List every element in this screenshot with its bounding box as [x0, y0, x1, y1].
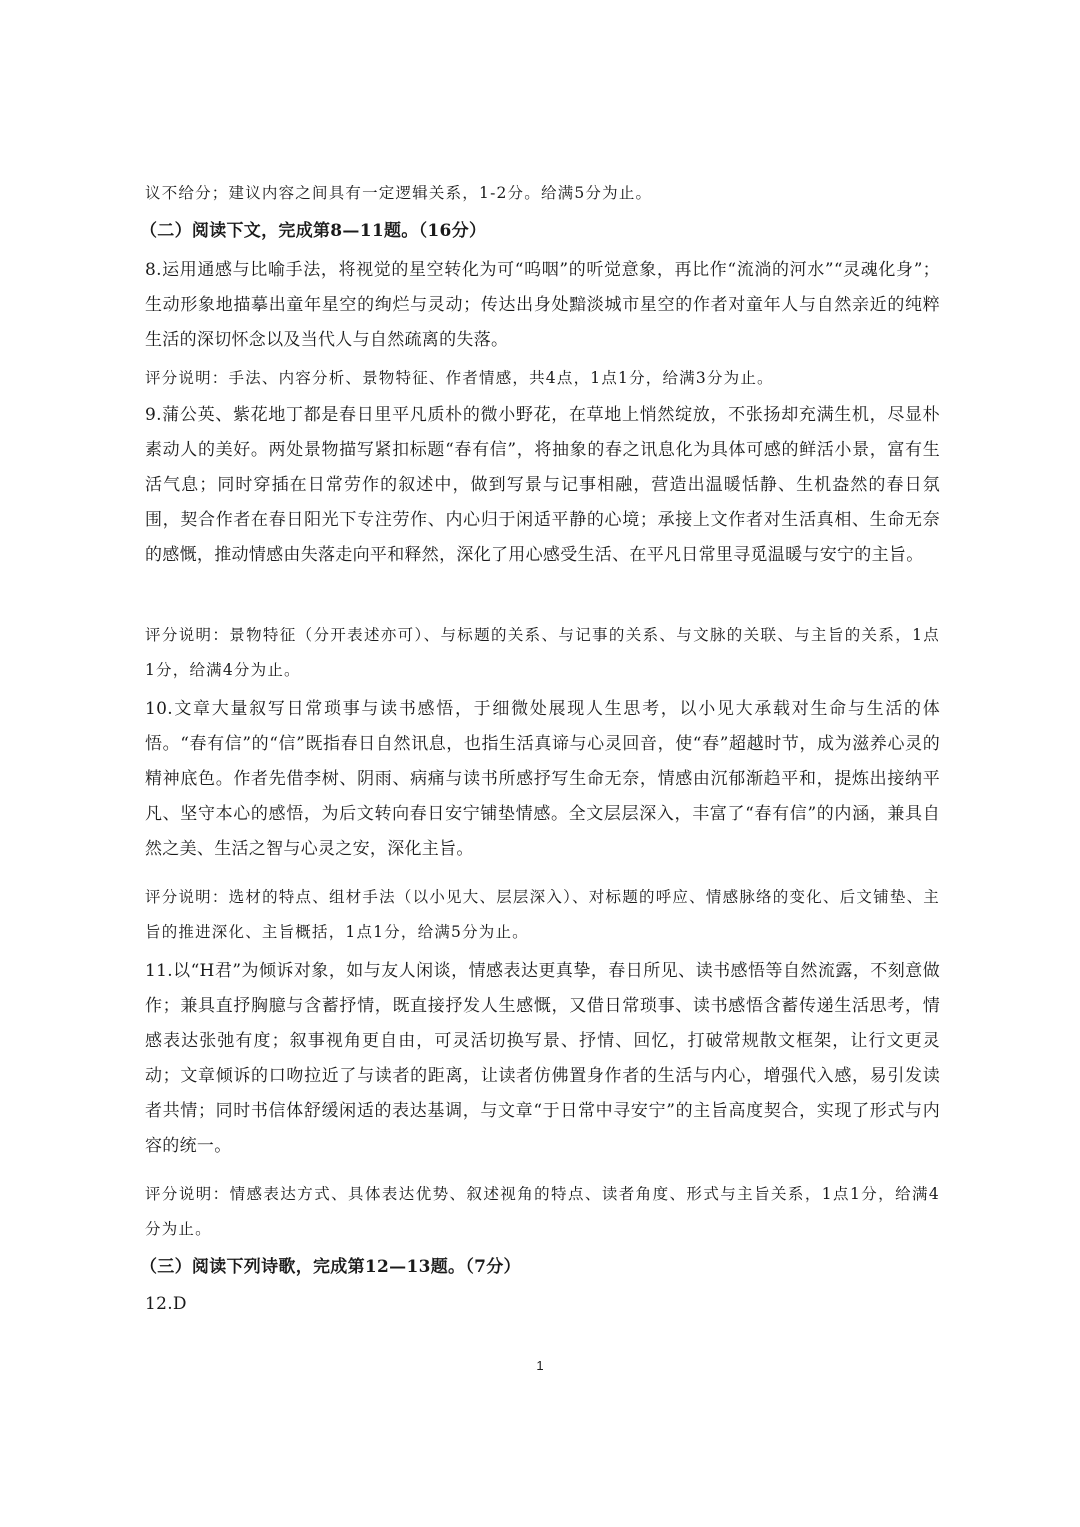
answer-q12: 12.D [145, 1294, 187, 1314]
rubric-q7-tail: 议不给分；建议内容之间具有一定逻辑关系，1-2分。给满5分为止。 [145, 184, 653, 202]
answer-q10: 10.文章大量叙写日常琐事与读书感悟，于细微处展现人生思考，以小见大承载对生命与生活的体悟。“春有信”的“信”既指春日自然讯息，也指生活真谛与心灵回音，使“春”超越时节，成为滋养心灵的精神底色。作者先借李树、阴雨、病痛与读书所感抒写生命无奈，情感由沉郁渐趋平和，提炼出接纳平凡、坚守本心的感悟，为后文转向春日安宁铺垫情感。全文层层深入，丰富了“春有信”的内涵，兼具自然之美、生活之智与心灵之安，深化主旨。 [145, 699, 940, 859]
answer-q8: 8.运用通感与比喻手法，将视觉的星空转化为可“呜咽”的听觉意象，再比作“流淌的河水”“灵魂化身”；生动形象地描摹出童年星空的绚烂与灵动；传达出身处黯淡城市星空的作者对童年人与自然亲近的纯粹生活的深切怀念以及当代人与自然疏离的失落。 [145, 260, 940, 350]
rubric-q10: 评分说明：选材的特点、组材手法（以小见大、层层深入）、对标题的呼应、情感脉络的变化、后文铺垫、主旨的推进深化、主旨概括，1点1分，给满5分为止。 [145, 888, 940, 941]
rubric-q8: 评分说明：手法、内容分析、景物特征、作者情感，共4点，1点1分，给满3分为止。 [145, 369, 774, 387]
answer-q9: 9.蒲公英、紫花地丁都是春日里平凡质朴的微小野花，在草地上悄然绽放，不张扬却充满生机，尽显朴素动人的美好。两处景物描写紧扣标题“春有信”，将抽象的春之讯息化为具体可感的鲜活小景，富有生活气息；同时穿插在日常劳作的叙述中，做到写景与记事相融，营造出温暖恬静、生机盎然的春日氛围，契合作者在春日阳光下专注劳作、内心归于闲适平静的心境；承接上文作者对生活真相、生命无奈的感慨，推动情感由失落走向平和释然，深化了用心感受生活、在平凡日常里寻觅温暖与安宁的主旨。 [145, 405, 940, 565]
section-heading-2: （二）阅读下文，完成第8—11题。（16分） [140, 221, 487, 241]
rubric-q9: 评分说明：景物特征（分开表述亦可）、与标题的关系、与记事的关系、与文脉的关联、与主旨的关系，1点1分，给满4分为止。 [145, 626, 940, 679]
page-number: 1 [536, 1358, 544, 1373]
section-heading-3: （三）阅读下列诗歌，完成第12—13题。（7分） [140, 1257, 521, 1277]
rubric-q11: 评分说明：情感表达方式、具体表达优势、叙述视角的特点、读者角度、形式与主旨关系，1点1分，给满4分为止。 [145, 1185, 940, 1238]
answer-q11: 11.以“H君”为倾诉对象，如与友人闲谈，情感表达更真挚，春日所见、读书感悟等自然流露，不刻意做作；兼具直抒胸臆与含蓄抒情，既直接抒发人生感慨，又借日常琐事、读书感悟含蓄传递生活思考，情感表达张弛有度；叙事视角更自由，可灵活切换写景、抒情、回忆，打破常规散文框架，让行文更灵动；文章倾诉的口吻拉近了与读者的距离，让读者仿佛置身作者的生活与内心，增强代入感，易引发读者共情；同时书信体舒缓闲适的表达基调，与文章“于日常中寻安宁”的主旨高度契合，实现了形式与内容的统一。 [145, 961, 940, 1156]
